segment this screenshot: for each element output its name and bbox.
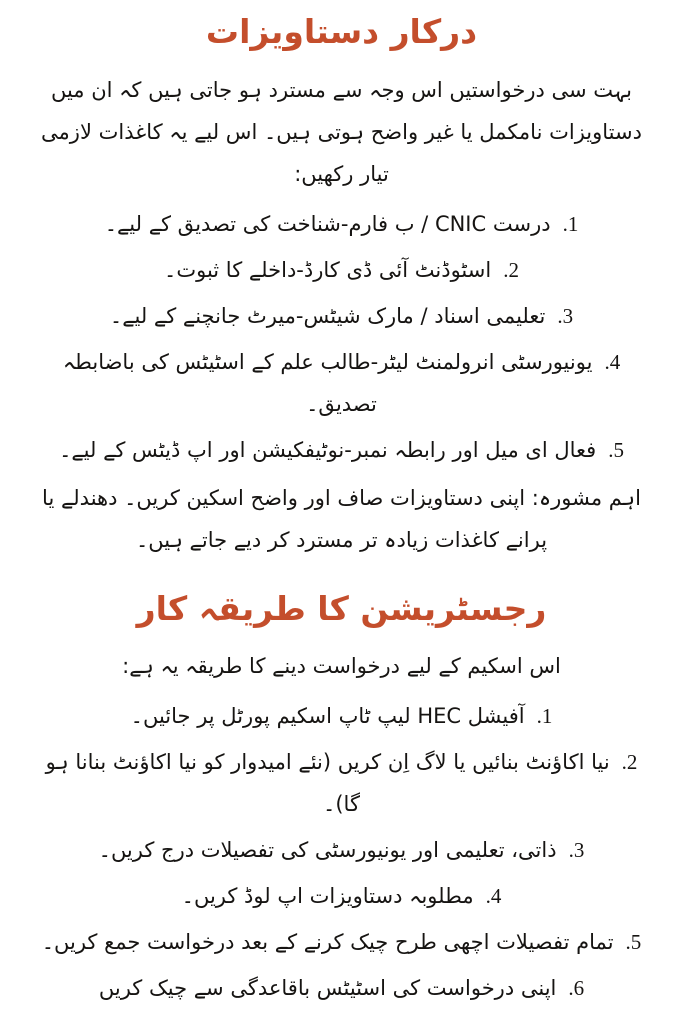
list-item <box>26 341 657 425</box>
list-item-number: 2. <box>621 750 638 775</box>
list-item <box>26 875 657 917</box>
list-item-number: 1. <box>562 211 579 236</box>
list-item-text: ذاتی، تعلیمی اور یونیورسٹی کی تفصیلات درج کریں۔ <box>98 838 557 863</box>
list-item-text: یونیورسٹی انرولمنٹ لیٹر-طالب علم کے اسٹیٹس کی باضابطہ تصدیق۔ <box>62 349 593 416</box>
list-item <box>26 295 657 337</box>
list-item <box>26 921 657 963</box>
list-item-number: 6. <box>568 976 585 1001</box>
list-item-text: فعال ای میل اور رابطہ نمبر-نوٹیفکیشن اور اپ ڈیٹس کے لیے۔ <box>59 437 597 462</box>
list-item-number: 2. <box>503 257 519 282</box>
list-item-number: 3. <box>557 303 574 328</box>
list-item <box>26 695 657 737</box>
section1-intro-paragraph: بہت سی درخواستیں اس وجہ سے مسترد ہو جاتی ہیں کہ ان میں دستاویزات نامکمل یا غیر واضح ہوتی ہیں۔ اس لیے یہ کاغذات لازمی تیار رکھیں: <box>41 77 642 186</box>
list-item-text: آفیشل HEC لیپ ٹاپ اسکیم پورٹل پر جائیں۔ <box>130 704 525 729</box>
list-item-text: اسٹوڈنٹ آئی ڈی کارڈ-داخلے کا ثبوت۔ <box>164 257 492 282</box>
list-item-text: درست CNIC / ب فارم-شناخت کی تصدیق کے لیے۔ <box>104 211 551 236</box>
list-item <box>26 829 657 871</box>
list-item-number: 3. <box>568 838 585 863</box>
list-item-text: تمام تفصیلات اچھی طرح چیک کرنے کے بعد درخواست جمع کریں۔ <box>41 930 614 955</box>
required-documents-list <box>26 203 657 471</box>
list-item-text: اپنی درخواست کی اسٹیٹس باقاعدگی سے چیک کریں <box>98 976 557 1001</box>
list-item-number: 5. <box>608 437 624 462</box>
registration-steps-list <box>26 695 657 1009</box>
section2-intro-paragraph: اس اسکیم کے لیے درخواست دینے کا طریقہ یہ ہے: <box>122 654 561 679</box>
list-item <box>26 429 657 471</box>
list-item-number: 4. <box>485 884 502 909</box>
section1-title: درکار دستاویزات <box>205 12 478 51</box>
list-item <box>26 741 657 825</box>
list-item-text: نیا اکاؤنٹ بنائیں یا لاگ اِن کریں (نئے امیدوار کو نیا اکاؤنٹ بنانا ہو گا)۔ <box>45 750 610 817</box>
list-item <box>26 249 657 291</box>
section2-title: رجسٹریشن کا طریقہ کار <box>136 588 547 628</box>
list-item <box>26 203 657 245</box>
list-item-number: 4. <box>604 349 621 374</box>
advice-note: اہم مشورہ: اپنی دستاویزات صاف اور واضح اسکین کریں۔ دھندلے یا پرانے کاغذات زیادہ تر مسترد کر دیے جاتے ہیں۔ <box>42 485 641 552</box>
list-item <box>26 967 657 1009</box>
list-item-number: 5. <box>625 930 642 955</box>
list-item-text: مطلوبہ دستاویزات اپ لوڈ کریں۔ <box>181 884 474 909</box>
list-item-number: 1. <box>536 704 553 729</box>
list-item-text: تعلیمی اسناد / مارک شیٹس-میرٹ جانچنے کے لیے۔ <box>109 303 546 328</box>
